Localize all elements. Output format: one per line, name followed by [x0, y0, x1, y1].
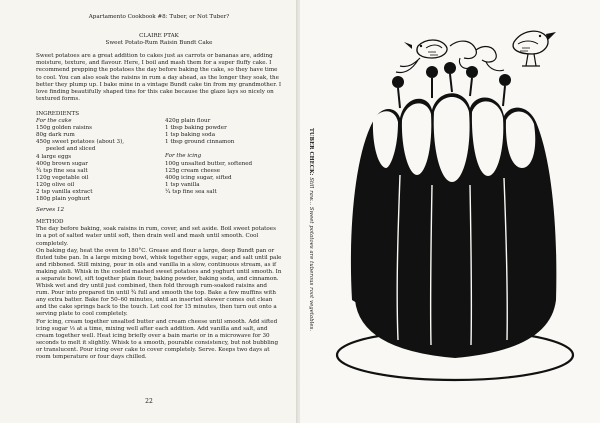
- ingredient-item: 1 tbsp baking powder: [165, 125, 227, 132]
- side-note-text: Still raw... Sweet potatoes are tuberous root vegetables.: [308, 177, 314, 332]
- page-number: 22: [145, 398, 153, 405]
- recipe-author: CLAIRE PTAK: [139, 33, 179, 40]
- ingredients-right-column: [165, 118, 282, 203]
- ingredient-item: 120g olive oil: [36, 181, 75, 188]
- ingredient-item: 1 tsp baking soda: [165, 132, 216, 139]
- recipe-title: Sweet Potato-Rum Raisin Bundt Cake: [105, 40, 213, 47]
- ingredients-heading: INGREDIENTS: [36, 110, 80, 117]
- ingredient-item: 150g golden raisins: [36, 125, 92, 132]
- bird-right-figure: [513, 31, 556, 66]
- recipe-content: [36, 14, 282, 361]
- ingredient-item: 1 tsp vanilla: [165, 181, 200, 188]
- ingredient-item: 100g unsalted butter, softened: [165, 160, 253, 167]
- ingredient-item: 125g cream cheese: [165, 167, 221, 174]
- ingredients-columns: [36, 118, 282, 203]
- serves-note: Serves 12: [36, 207, 65, 214]
- icing-label: For the icing: [165, 153, 202, 160]
- ingredient-item: 80g dark rum: [36, 132, 75, 139]
- ingredient-item: 4 large eggs: [36, 153, 72, 160]
- side-note-label: TUBER CHECK:: [308, 128, 314, 176]
- method-heading: METHOD: [36, 219, 64, 226]
- ingredient-item: 2 tsp vanilla extract: [36, 188, 93, 195]
- ingredient-item: ¼ tsp fine sea salt: [165, 188, 217, 195]
- ingredient-item: 420g plain flour: [165, 118, 211, 125]
- bird-left-figure: [396, 40, 447, 73]
- method-paragraph: The day before baking, soak raisins in rum, cover, and set aside. Boil sweet potatoes in a pot of salted water until soft, then drain well and mash until smooth. Cool completely.: [36, 226, 276, 247]
- method-paragraph: On baking day, heat the oven to 180°C. Grease and flour a large, deep Bundt pan or fluted tube pan. In a large mixing bowl, whisk together eggs, sugar, and salt until pale and ribboned. Still mixing, pour in oils and vanilla in a slow, continuous stream, as if making aïoli. Whisk in the cooled mashed sweet potatoes and yoghurt until smooth. In a separate bowl, sift together plain flour, baking powder, baking soda, and cinnamon. Whisk wet and dry until just combined, then fold through rum-soaked raisins and rum. Pour into prepared tin until ¾ full and smooth the top. Bake a few muffins with any extra batter. Bake for 50–60 minutes, until an inserted skewer comes out clean and the cake springs back to the touch. Let cool for 15 minutes, then turn out onto a serving plate to cool completely.: [36, 247, 282, 318]
- ingredient-item: 180g plain yoghurt: [36, 196, 91, 203]
- ingredient-item: 1 tbsp ground cinnamon: [165, 139, 235, 146]
- ingredient-item: 450g sweet potatoes (about 3),: [36, 139, 125, 146]
- method-paragraph: For icing, cream together unsalted butter and cream cheese until smooth. Add sifted icing sugar ⅓ at a time, mixing well after each addition. Add vanilla and salt, and cream together well. Heat icing briefly over a bain marie or in a microwave for 30 seconds to melt it slightly. Whisk to a smooth, pourable consistency, but not bubbling or translucent. Pour icing over cake to cover completely. Serve. Keeps two days at room temperature or four days chilled.: [36, 318, 279, 361]
- running-header: Apartamento Cookbook #8: Tuber, or Not Tuber?: [88, 14, 230, 20]
- ingredient-item: 400g brown sugar: [36, 160, 88, 167]
- ingredient-item: 120g vegetable oil: [36, 174, 89, 181]
- method-section: [36, 219, 282, 361]
- ingredient-item: ¾ tsp fine sea salt: [36, 167, 88, 174]
- cake-label: For the cake: [36, 118, 72, 125]
- left-page: [0, 0, 298, 423]
- bundt-cake-illustration: [300, 0, 600, 423]
- ingredient-item: 400g icing sugar, sifted: [165, 174, 232, 181]
- ingredients-left-column: [36, 118, 153, 203]
- ingredient-item: peeled and sliced: [46, 146, 96, 153]
- recipe-intro: Sweet potatoes are a great addition to cakes just as carrots or bananas are, adding moisture, texture, and flavour. Here, I boil and mash them for a super fluffy cake. I recommend prepping the potatoes the day before baking the cake, so they have time to cool. You can also soak the raisins in rum a day ahead, as the longer they soak, the better they plump up. I bake mine in a vintage Bundt cake tin from my grandmother. I love finding beautifully shaped tins for this cake because the glaze lays so nicely on textured forms.: [36, 53, 282, 102]
